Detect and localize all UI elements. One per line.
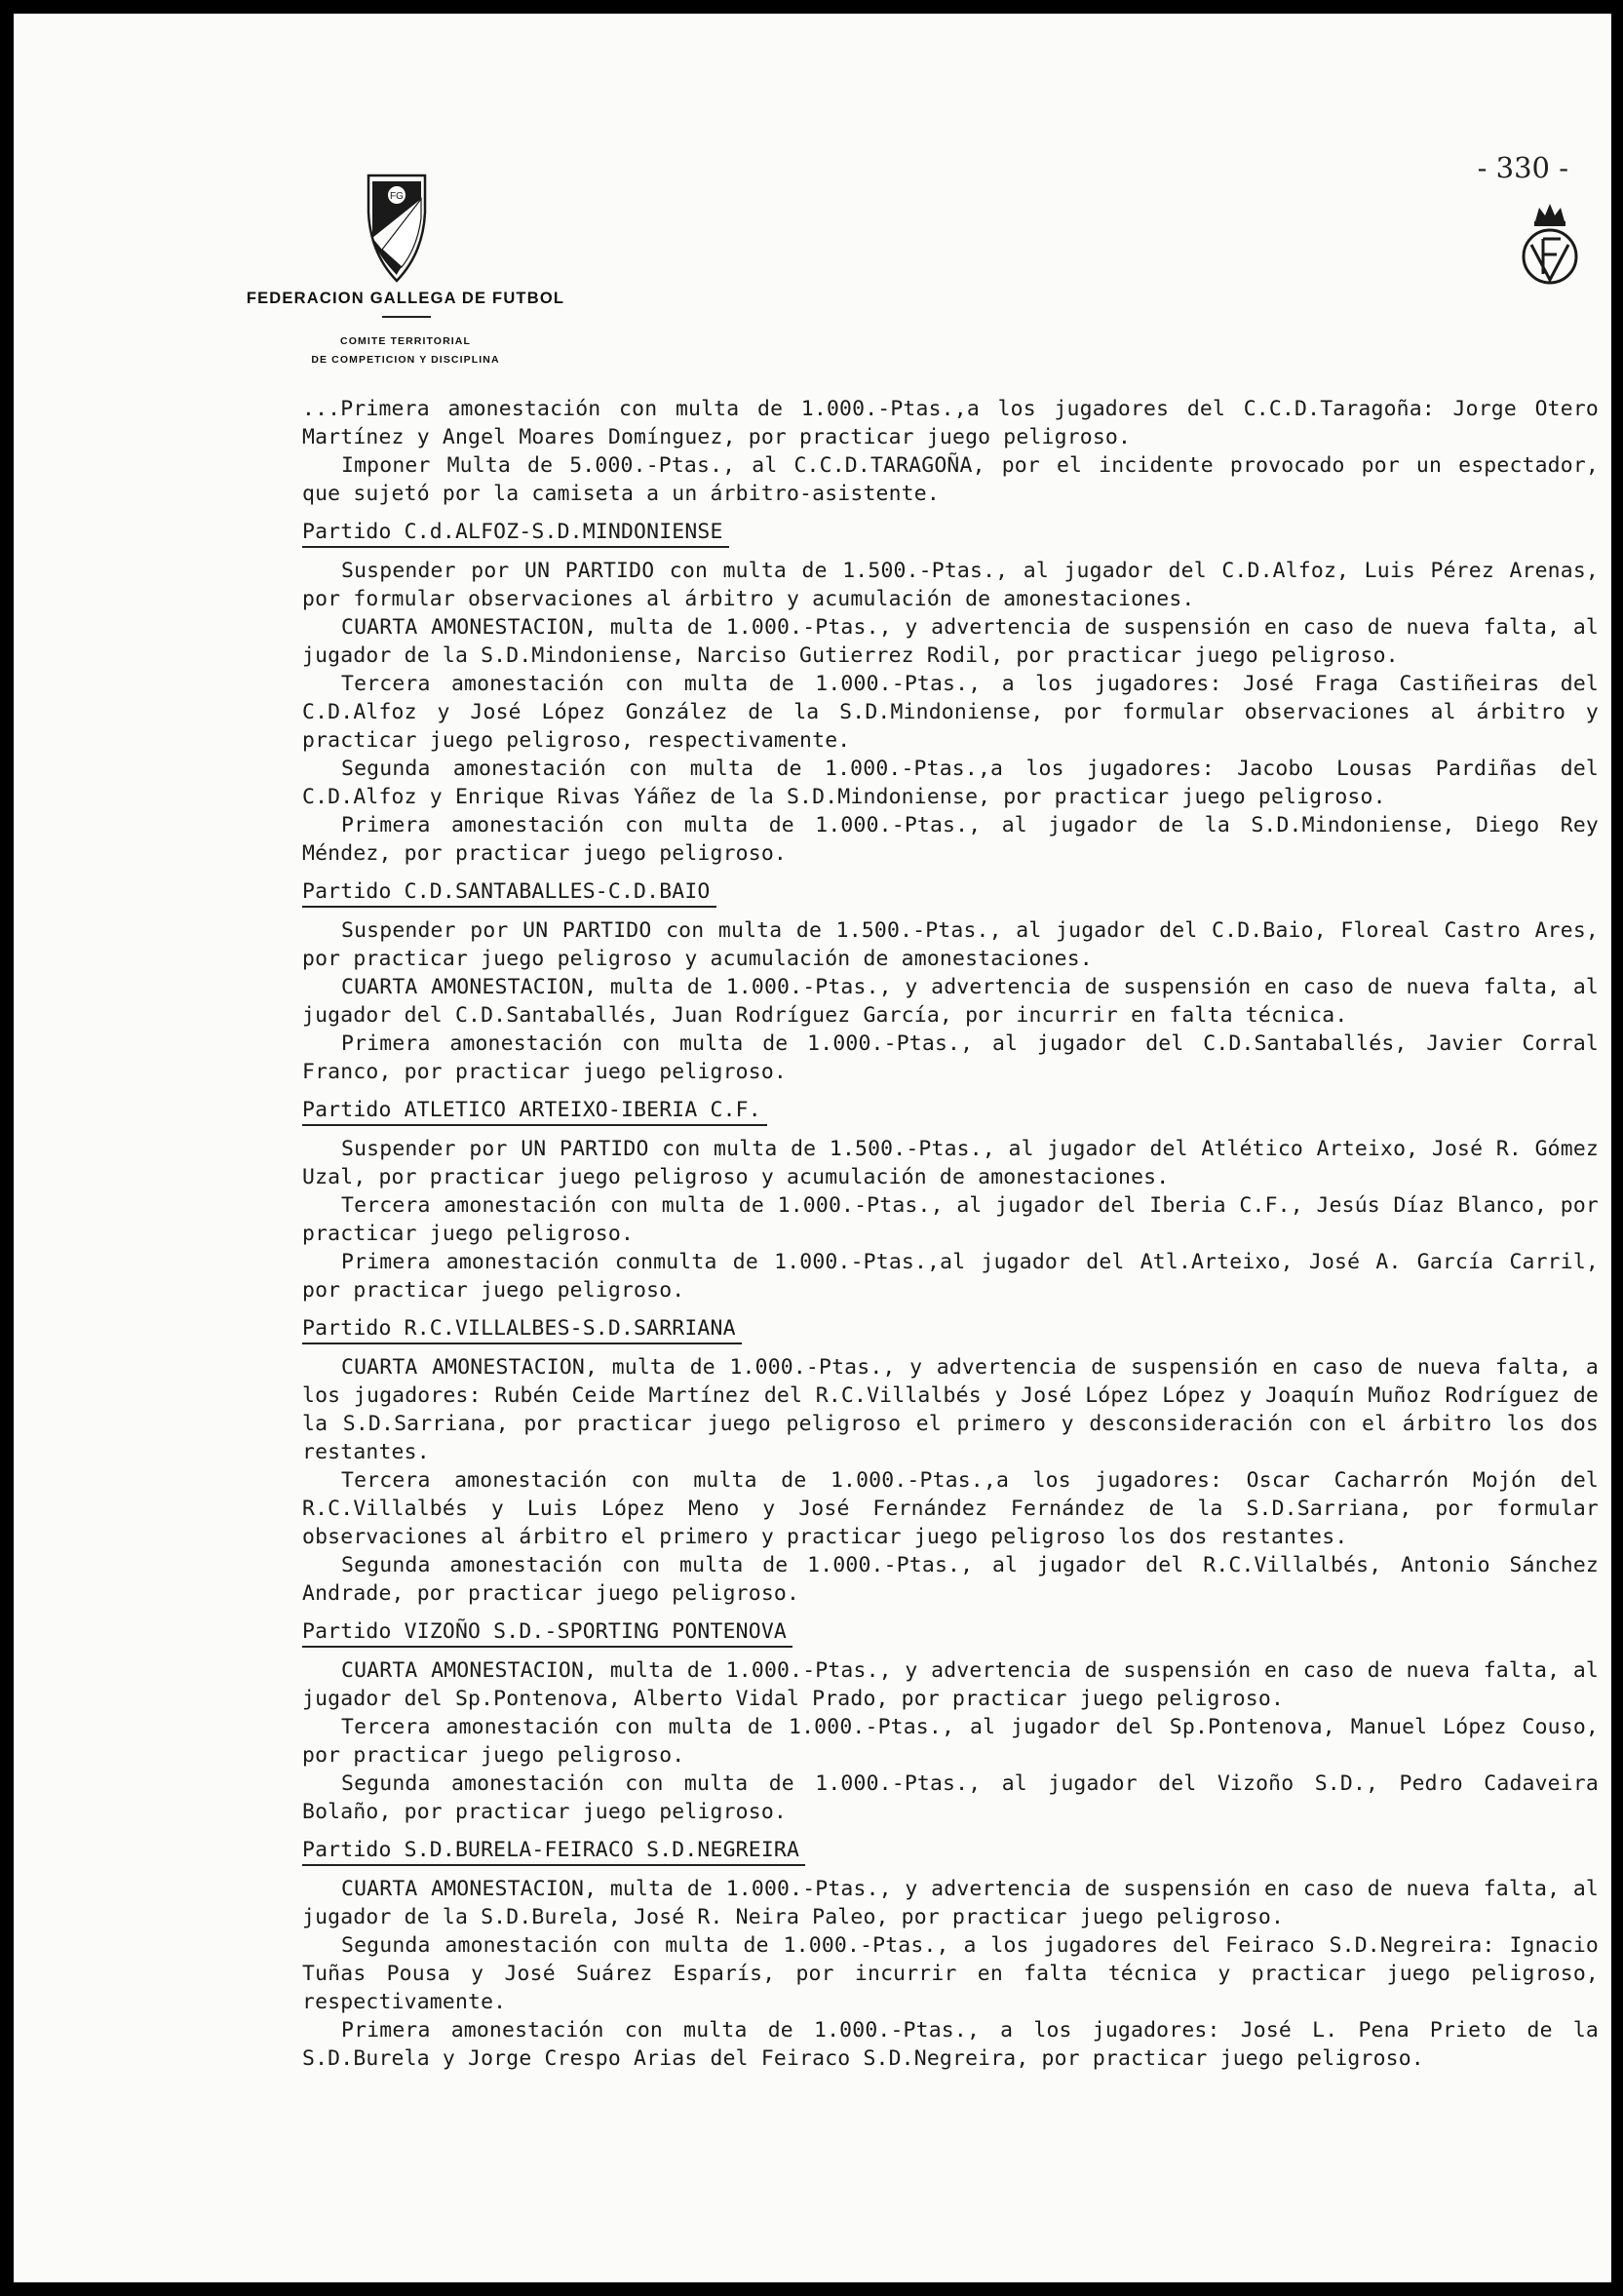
sanction-paragraph: Segunda amonestación con multa de 1.000.-Ptas., al jugador del Vizoño S.D., Pedro Cadaveira Bolaño, por practicar juego peligroso. [302, 1771, 1599, 1824]
federation-name: FEDERACION GALLEGA DE FUTBOL [246, 290, 565, 307]
sanction-paragraph: Tercera amonestación con multa de 1.000.-Ptas., al jugador del Iberia C.F., Jesús Díaz Blanco, por practicar juego peligroso. [302, 1193, 1599, 1246]
sanction-paragraph: CUARTA AMONESTACION, multa de 1.000.-Ptas., y advertencia de suspensión en caso de nueva falta, al jugador de la S.D.Burela, José R. Neira Paleo, por practicar juego peligroso. [302, 1877, 1599, 1929]
document-body [302, 395, 1599, 2073]
sanction-paragraph: CUARTA AMONESTACION, multa de 1.000.-Ptas., y advertencia de suspensión en caso de nueva falta, a los jugadores: Rubén Ceide Martínez del R.C.Villalbés y José López López y Joaquín Muñoz Rodríguez de la S.D.Sarriana, por practicar juego peligroso el primero y desconsideración con el árbitro los dos restantes. [302, 1355, 1599, 1464]
match-section [302, 1304, 1599, 1608]
sanction-paragraph: Suspender por UN PARTIDO con multa de 1.500.-Ptas., al jugador del C.D.Baio, Floreal Castro Ares, por practicar juego peligroso y acumulación de amonestaciones. [302, 918, 1599, 971]
crowned-crest-icon [1518, 200, 1582, 288]
match-heading: Partido R.C.VILLALBES-S.D.SARRIANA [302, 1316, 742, 1344]
sanction-paragraph: CUARTA AMONESTACION, multa de 1.000.-Ptas., y advertencia de suspensión en caso de nueva falta, al jugador del Sp.Pontenova, Alberto Vidal Prado, por practicar juego peligroso. [302, 1658, 1599, 1711]
intro-paragraph: Imponer Multa de 5.000.-Ptas., al C.C.D.TARAGOÑA, por el incidente provocado por un espectador, que sujetó por la camiseta a un árbitro-asistente. [302, 453, 1599, 506]
intro-paragraph: ...Primera amonestación con multa de 1.000.-Ptas.,a los jugadores del C.C.D.Taragoña: Jorge Otero Martínez y Angel Moares Domínguez, por practicar juego peligroso. [302, 397, 1599, 449]
federation-shield-icon [363, 170, 431, 287]
match-heading: Partido C.D.SANTABALLES-C.D.BAIO [302, 879, 716, 908]
sanction-paragraph: Suspender por UN PARTIDO con multa de 1.500.-Ptas., al jugador del C.D.Alfoz, Luis Pérez Arenas, por formular observaciones al árbitro y acumulación de amonestaciones. [302, 559, 1599, 611]
match-heading: Partido C.d.ALFOZ-S.D.MINDONIENSE [302, 520, 729, 548]
sanction-paragraph: Segunda amonestación con multa de 1.000.-Ptas.,a los jugadores: Jacobo Lousas Pardiñas del C.D.Alfoz y Enrique Rivas Yáñez de la S.D.Mindoniense, por practicar juego peligroso. [302, 757, 1599, 809]
letterhead-divider [382, 316, 431, 318]
page-number: - 330 - [1477, 151, 1568, 184]
sanction-paragraph: Tercera amonestación con multa de 1.000.-Ptas., al jugador del Sp.Pontenova, Manuel López Couso, por practicar juego peligroso. [302, 1715, 1599, 1768]
sanction-paragraph: Segunda amonestación con multa de 1.000.-Ptas., a los jugadores del Feiraco S.D.Negreira: Ignacio Tuñas Pousa y José Suárez Esparís, por incurrir en falta técnica y practicar juego peligroso, respectivamente. [302, 1933, 1599, 2014]
match-section [302, 1608, 1599, 1826]
sanction-paragraph: Primera amonestación conmulta de 1.000.-Ptas.,al jugador del Atl.Arteixo, José A. García Carril, por practicar juego peligroso. [302, 1250, 1599, 1303]
committee-line-1: COMITE TERRITORIAL [340, 335, 471, 347]
committee-line-2: DE COMPETICION Y DISCIPLINA [311, 354, 500, 366]
match-heading: Partido VIZOÑO S.D.-SPORTING PONTENOVA [302, 1619, 792, 1648]
sanction-paragraph: CUARTA AMONESTACION, multa de 1.000.-Ptas., y advertencia de suspensión en caso de nueva falta, al jugador del C.D.Santaballés, Juan Rodríguez García, por incurrir en falta técnica. [302, 975, 1599, 1028]
document-page [14, 14, 1611, 2282]
sanction-paragraph: Primera amonestación con multa de 1.000.-Ptas., al jugador de la S.D.Mindoniense, Diego Rey Méndez, por practicar juego peligroso. [302, 813, 1599, 866]
match-section [302, 1826, 1599, 2073]
sanction-paragraph: Primera amonestación con multa de 1.000.-Ptas., a los jugadores: José L. Pena Prieto de la S.D.Burela y Jorge Crespo Arias del Feiraco S.D.Negreira, por practicar juego peligroso. [302, 2018, 1599, 2071]
match-heading: Partido ATLETICO ARTEIXO-IBERIA C.F. [302, 1098, 767, 1126]
sanction-paragraph: CUARTA AMONESTACION, multa de 1.000.-Ptas., y advertencia de suspensión en caso de nueva falta, al jugador de la S.D.Mindoniense, Narciso Gutierrez Rodil, por practicar juego peligroso. [302, 615, 1599, 668]
match-heading: Partido S.D.BURELA-FEIRACO S.D.NEGREIRA [302, 1838, 805, 1866]
sanction-paragraph: Tercera amonestación con multa de 1.000.-Ptas.,a los jugadores: Oscar Cacharrón Mojón del R.C.Villalbés y Luis López Meno y José Fernández Fernández de la S.D.Sarriana, por formular observaciones al árbitro el primero y practicar juego peligroso los dos restantes. [302, 1468, 1599, 1549]
sanction-paragraph: Suspender por UN PARTIDO con multa de 1.500.-Ptas., al jugador del Atlético Arteixo, José R. Gómez Uzal, por practicar juego peligroso y acumulación de amonestaciones. [302, 1137, 1599, 1189]
sanction-paragraph: Segunda amonestación con multa de 1.000.-Ptas., al jugador del R.C.Villalbés, Antonio Sánchez Andrade, por practicar juego peligroso. [302, 1553, 1599, 1606]
match-section [302, 1086, 1599, 1304]
svg-text:FG: FG [390, 191, 404, 202]
match-section [302, 868, 1599, 1086]
sanction-paragraph: Tercera amonestación con multa de 1.000.-Ptas., a los jugadores: José Fraga Castiñeiras del C.D.Alfoz y José López González de la S.D.Mindoniense, por formular observaciones al árbitro y practicar juego peligroso, respectivamente. [302, 672, 1599, 753]
sanction-paragraph: Primera amonestación con multa de 1.000.-Ptas., al jugador del C.D.Santaballés, Javier Corral Franco, por practicar juego peligroso. [302, 1031, 1599, 1084]
match-section [302, 508, 1599, 868]
